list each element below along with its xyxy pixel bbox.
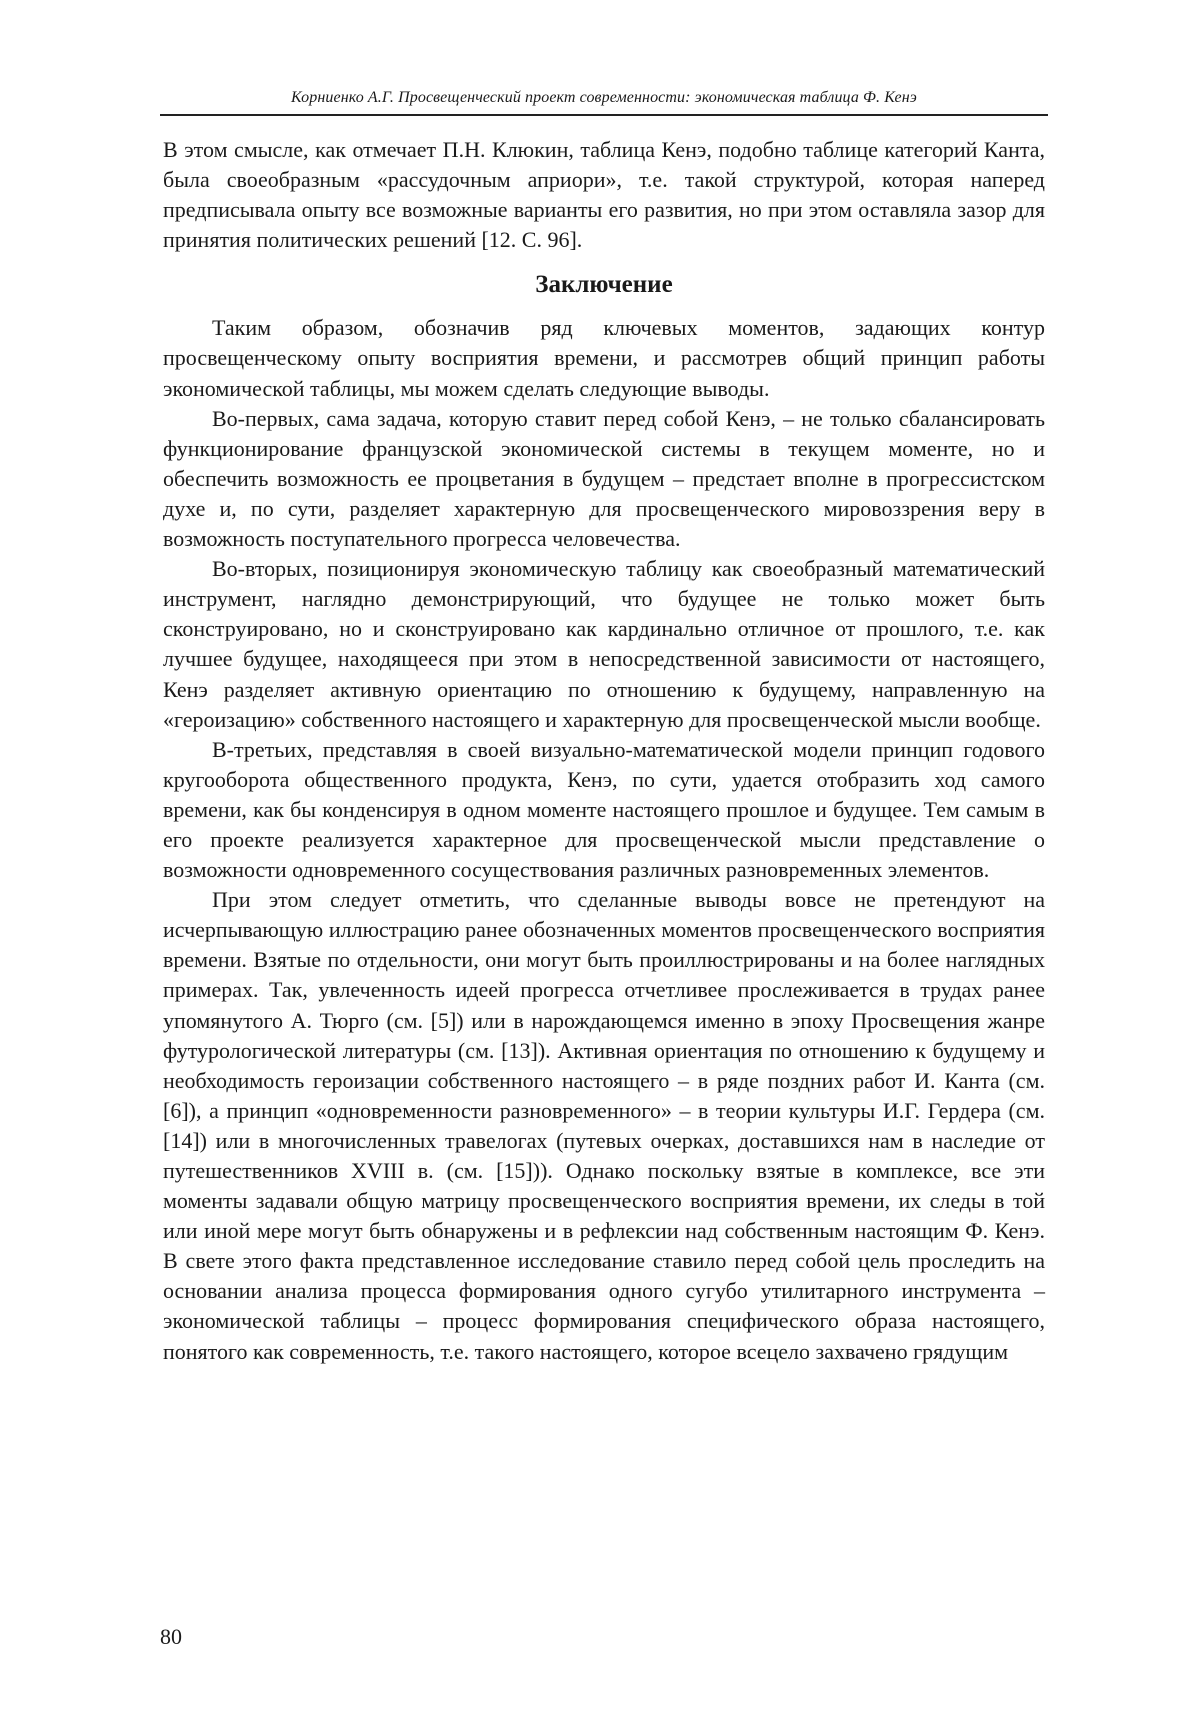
paragraph-final-remarks: При этом следует отметить, что сделанные выводы вовсе не претендуют на исчерпывающую иллюстрацию ранее обозначенных моментов просвещенческого восприятия времени. Взятые по отдельности, они могут быть проиллюстрированы и на более наглядных примерах. Так, увлеченность идеей прогресса отчетливее прослеживается в трудах ранее упомянутого А. Тюрго (см. [5]) или в нарождающемся именно в эпоху Просвещения жанре футурологической литературы (см. [13]). Активная ориентация по отношению к будущему и необходимость героизации собственного настоящего – в ряде поздних работ И. Канта (см. [6]), а принцип «одновременности разновременного» – в теории культуры И.Г. Гердера (см. [14]) или в многочисленных травелогах (путевых очерках, доставшихся нам в наследие от путешественников XVIII в. (см. [15])). Однако поскольку взятые в комплексе, все эти моменты задавали общую матрицу просвещенческого восприятия времени, их следы в той или иной мере могут быть обнаружены и в рефлексии над собственным настоящим Ф. Кенэ. В свете этого факта представленное исследование ставило перед собой цель проследить на основании анализа процесса формирования одного сугубо утилитарного инструмента – экономической таблицы – процесс формирования специфического образа настоящего, понятого как современность, т.е. такого настоящего, которое всецело захвачено грядущим (163, 887, 1045, 1364)
page-header (160, 86, 1048, 116)
paragraph-third-conclusion: В-третьих, представляя в своей визуально-математической модели принцип годового кругооборота общественного продукта, Кенэ, по сути, удается отобразить ход самого времени, как бы конденсируя в одном моменте настоящего прошлое и будущее. Тем самым в его проекте реализуется характерное для просвещенческой мысли представление о возможности одновременного сосуществования различных разновременных элементов. (163, 736, 1045, 883)
running-title: Корниенко А.Г. Просвещенческий проект современности: экономическая таблица Ф. Кенэ (291, 89, 917, 106)
paragraph-summary: Таким образом, обозначив ряд ключевых моментов, задающих контур просвещенческому опыту восприятия времени, и рассмотрев общий принцип работы экономической таблицы, мы можем сделать следующие выводы. (163, 315, 1045, 401)
paragraph-first-conclusion: Во-первых, сама задача, которую ставит перед собой Кенэ, – не только сбалансировать функционирование французской экономической системы в текущем моменте, но и обеспечить возможность ее процветания в будущем – предстает вполне в прогрессистском духе и, по сути, разделяет характерную для просвещенческого мировоззрения веру в возможность поступательного прогресса человечества. (163, 405, 1045, 552)
page-number: 80 (160, 1624, 182, 1649)
intro-paragraph: В этом смысле, как отмечает П.Н. Клюкин, таблица Кенэ, подобно таблице категорий Канта, была своеобразным «рассудочным априори», т.е. такой структурой, которая наперед предписывала опыту все возможные варианты его развития, но при этом оставляла зазор для принятия политических решений [12. С. 96]. (163, 137, 1045, 253)
article-body (163, 135, 1045, 1367)
section-heading: Заключение (535, 271, 673, 299)
paragraph-second-conclusion: Во-вторых, позиционируя экономическую таблицу как своеобразный математический инструмент, наглядно демонстрирующий, что будущее не только может быть сконструировано, но и сконструировано как кардинально отличное от прошлого, т.е. как лучшее будущее, находящееся при этом в непосредственной зависимости от настоящего, Кенэ разделяет активную ориентацию по отношению к будущему, направленную на «героизацию» собственного настоящего и характерную для просвещенческой мысли вообще. (163, 556, 1045, 732)
